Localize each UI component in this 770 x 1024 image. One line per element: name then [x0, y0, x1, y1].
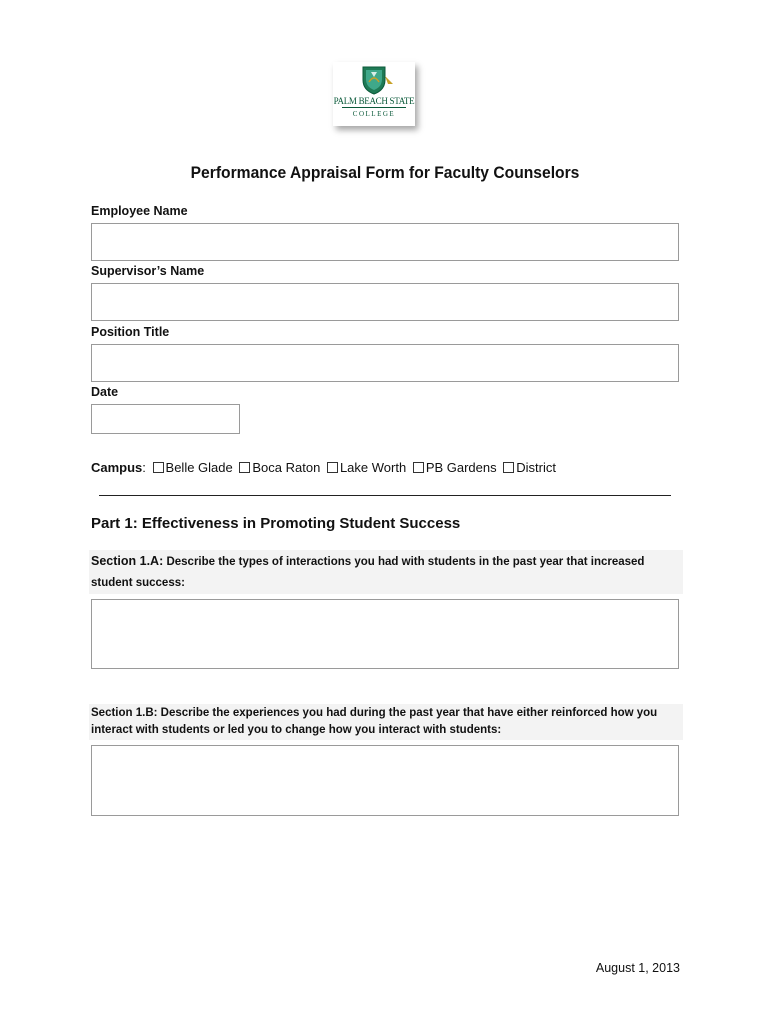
- campus-option-district[interactable]: District: [503, 460, 556, 475]
- campus-option-lake-worth[interactable]: Lake Worth: [327, 460, 406, 475]
- section-1a-text: Describe the types of interactions you had with students in the past year that increased student success:: [91, 556, 645, 589]
- campus-row: Campus: Belle Glade Boca Raton Lake Worth PB Gardens District: [91, 460, 556, 475]
- section-1b-textarea[interactable]: [91, 745, 679, 816]
- position-title-input[interactable]: [91, 344, 679, 382]
- checkbox-icon[interactable]: [503, 462, 514, 473]
- checkbox-icon[interactable]: [153, 462, 164, 473]
- logo-divider: [342, 107, 406, 108]
- campus-option-boca-raton[interactable]: Boca Raton: [239, 460, 320, 475]
- date-input[interactable]: [91, 404, 240, 434]
- section-1a-textarea[interactable]: [91, 599, 679, 669]
- employee-name-input[interactable]: [91, 223, 679, 261]
- date-label: Date: [91, 385, 119, 399]
- supervisor-name-label: Supervisor’s Name: [91, 264, 205, 278]
- logo-line2: COLLEGE: [352, 110, 396, 118]
- page-title: Performance Appraisal Form for Faculty Counselors: [190, 163, 580, 182]
- section-1a-prompt: [91, 551, 683, 594]
- logo-line1: PALM BEACH STATE: [333, 96, 415, 106]
- section-1b-prompt: Section 1.B: Describe the experiences you had during the past year that have either reinforced how you interact with students or led you to change how you interact with students:: [91, 707, 658, 736]
- checkbox-icon[interactable]: [327, 462, 338, 473]
- college-logo: [333, 62, 415, 126]
- footer-date: August 1, 2013: [595, 961, 680, 975]
- campus-label: Campus: [91, 460, 143, 475]
- section-1a-label: Section 1.A:: [91, 554, 164, 568]
- checkbox-icon[interactable]: [413, 462, 424, 473]
- part1-heading: Part 1: Effectiveness in Promoting Student Success: [91, 515, 461, 532]
- supervisor-name-input[interactable]: [91, 283, 679, 321]
- checkbox-icon[interactable]: [239, 462, 250, 473]
- section-divider: [99, 495, 671, 496]
- shield-crest-icon: [333, 62, 415, 96]
- campus-option-belle-glade[interactable]: Belle Glade: [153, 460, 233, 475]
- employee-name-label: Employee Name: [91, 204, 188, 218]
- position-title-label: Position Title: [91, 325, 170, 339]
- campus-option-pb-gardens[interactable]: PB Gardens: [413, 460, 497, 475]
